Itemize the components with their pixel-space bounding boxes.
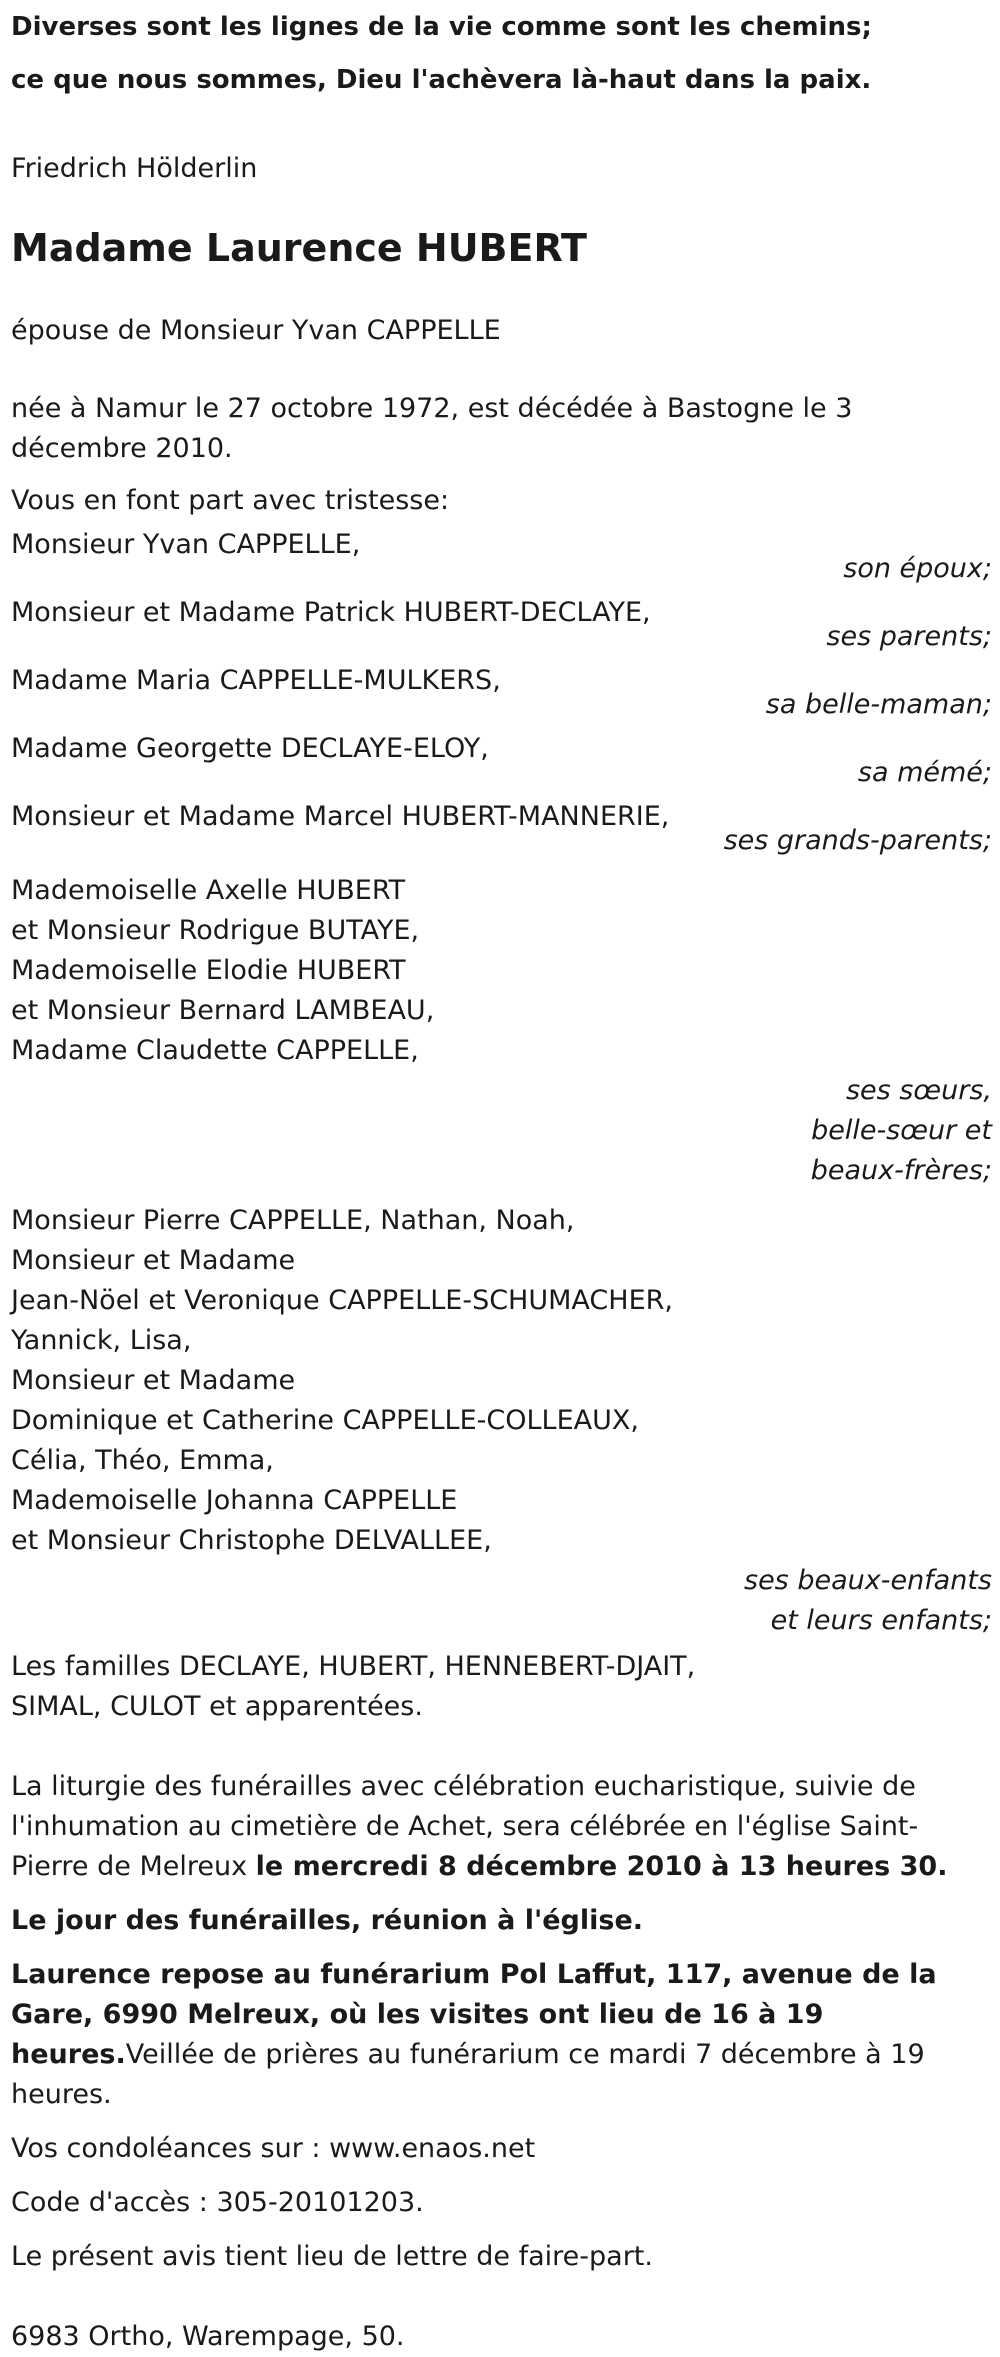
family-name-line: Célia, Théo, Emma, <box>11 1445 274 1476</box>
liturgy-paragraph <box>11 1767 994 1887</box>
family-name-line: Monsieur Pierre CAPPELLE, Nathan, Noah, <box>11 1205 575 1236</box>
poem-quote <box>11 7 994 113</box>
liturgy-date: le mercredi 8 décembre 2010 à 13 heures 30. <box>255 1851 948 1882</box>
family-name-line: Monsieur et Madame <box>11 1365 296 1396</box>
poem-line: Diverses sont les lignes de la vie comme sont les chemins; <box>11 12 872 42</box>
poem-line: ce que nous sommes, Dieu l'achèvera là-haut dans la paix. <box>11 65 872 95</box>
family-name-line: Mademoiselle Axelle HUBERT <box>11 875 406 906</box>
family-name-line: et Monsieur Bernard LAMBEAU, <box>11 995 435 1026</box>
family-name-line: Dominique et Catherine CAPPELLE-COLLEAUX, <box>11 1405 639 1436</box>
repose-location: Laurence repose au funérarium Pol Laffut, 117, avenue de la Gare, 6990 Melreux, où les visites ont lieu de 16 à 19 heures. <box>11 1959 937 2070</box>
family-name-line: Les familles DECLAYE, HUBERT, HENNEBERT-DJAIT, <box>11 1651 696 1682</box>
deceased-name: Madame Laurence HUBERT <box>11 226 587 270</box>
family-group <box>11 1647 994 1727</box>
family-relation: son époux; <box>843 553 992 584</box>
repose-paragraph <box>11 1955 994 2115</box>
family-group <box>11 797 994 861</box>
family-name-line: Monsieur Yvan CAPPELLE, <box>11 529 361 560</box>
family-relation: et leurs enfants; <box>770 1605 992 1636</box>
family-relation: ses parents; <box>826 621 992 652</box>
poem-author: Friedrich Hölderlin <box>11 153 258 184</box>
family-relation: ses grands-parents; <box>723 825 992 856</box>
announcement-line: Vous en font part avec tristesse: <box>11 485 450 516</box>
family-relation: ses sœurs, <box>845 1075 992 1106</box>
family-name-line: Madame Claudette CAPPELLE, <box>11 1035 419 1066</box>
family-group <box>11 729 994 793</box>
spouse-line: épouse de Monsieur Yvan CAPPELLE <box>11 315 501 346</box>
family-name-line: et Monsieur Rodrigue BUTAYE, <box>11 915 420 946</box>
address-line: 6983 Ortho, Warempage, 50. <box>11 2321 405 2352</box>
family-relation: sa mémé; <box>857 757 992 788</box>
family-group <box>11 1201 994 1641</box>
birth-death-line: née à Namur le 27 octobre 1972, est décédée à Bastogne le 3 décembre 2010. <box>11 393 853 464</box>
family-relation: belle-sœur et <box>811 1115 992 1146</box>
family-name-line: Monsieur et Madame <box>11 1245 296 1276</box>
liturgy-text: La liturgie des funérailles avec célébration eucharistique, suivie de l'inhumation au cimetière de Achet, sera célébrée en l'église Saint-Pierre de Melreux <box>11 1771 919 1882</box>
family-group <box>11 661 994 725</box>
family-relation: ses beaux-enfants <box>744 1565 992 1596</box>
family-name-line: Mademoiselle Johanna CAPPELLE <box>11 1485 458 1516</box>
family-name-line: Jean-Nöel et Veronique CAPPELLE-SCHUMACHER, <box>11 1285 673 1316</box>
family-name-line: Mademoiselle Elodie HUBERT <box>11 955 406 986</box>
family-name-line: Monsieur et Madame Patrick HUBERT-DECLAYE, <box>11 597 651 628</box>
condolences-line: Vos condoléances sur : www.enaos.net <box>11 2133 536 2164</box>
family-name-line: SIMAL, CULOT et apparentées. <box>11 1691 423 1722</box>
family-name-line: Yannick, Lisa, <box>11 1325 192 1356</box>
family-group <box>11 871 994 1191</box>
family-name-line: et Monsieur Christophe DELVALLEE, <box>11 1525 492 1556</box>
obituary-column <box>11 7 994 2357</box>
family-group <box>11 593 994 657</box>
family-group <box>11 525 994 589</box>
reunion-line: Le jour des funérailles, réunion à l'église. <box>11 1905 644 1936</box>
notice-line: Le présent avis tient lieu de lettre de faire-part. <box>11 2241 653 2272</box>
family-name-line: Monsieur et Madame Marcel HUBERT-MANNERIE, <box>11 801 670 832</box>
access-code-line: Code d'accès : 305-20101203. <box>11 2187 424 2218</box>
family-relation: beaux-frères; <box>810 1155 992 1186</box>
obituary-page <box>0 7 1000 2352</box>
family-list <box>11 525 994 1727</box>
vigil-text: Veillée de prières au funérarium ce mardi 7 décembre à 19 heures. <box>11 2039 925 2110</box>
family-name-line: Madame Maria CAPPELLE-MULKERS, <box>11 665 501 696</box>
family-relation: sa belle-maman; <box>765 689 992 720</box>
family-name-line: Madame Georgette DECLAYE-ELOY, <box>11 733 489 764</box>
